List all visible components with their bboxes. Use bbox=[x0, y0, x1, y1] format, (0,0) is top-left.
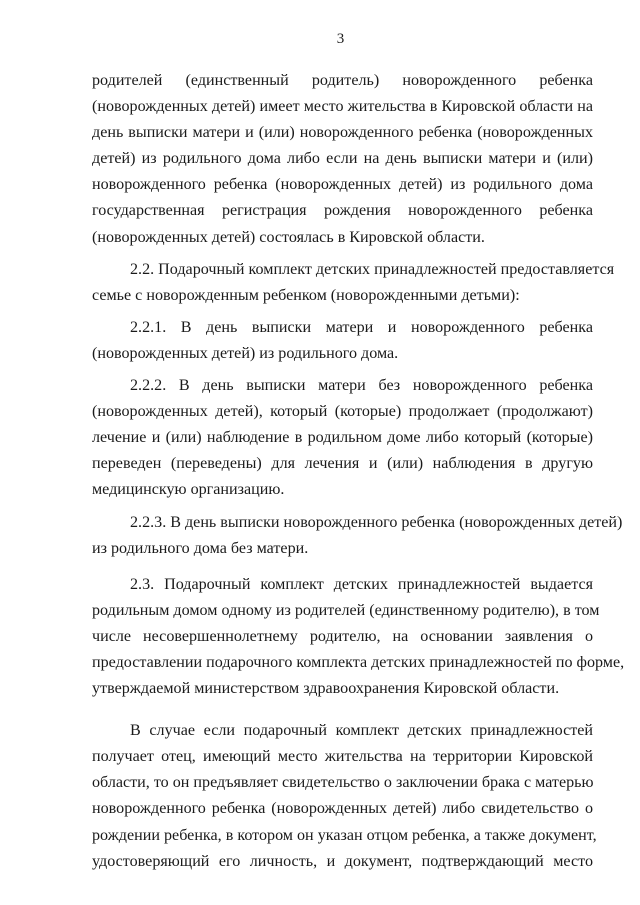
text-line: рождении ребенка, в котором он указан отцом ребенка, а также документ, bbox=[92, 826, 597, 844]
text-line: родителей (единственный родитель) новорожденного ребенка bbox=[92, 72, 593, 89]
text-line: новорожденного ребенка (новорожденных детей) из родильного дома bbox=[92, 176, 593, 194]
text-line: из родильного дома без матери. bbox=[92, 539, 309, 557]
text-line: (новорожденных детей) из родильного дома. bbox=[92, 344, 399, 362]
text-line: 2.2.3. В день выписки новорожденного ребенка (новорожденных детей) bbox=[130, 513, 623, 531]
text-line: числе несовершеннолетнему родителю, на основании заявления о bbox=[92, 627, 593, 645]
text-line: предоставлении подарочного комплекта детских принадлежностей по форме, bbox=[92, 653, 625, 671]
text-line: медицинскую организацию. bbox=[92, 481, 285, 499]
text-line: (новорожденных детей), который (которые) продолжает (продолжают) bbox=[92, 403, 593, 421]
text-line: области, то он предъявляет свидетельство о заключении брака с матерью bbox=[92, 774, 594, 792]
text-line: переведен (переведены) для лечения и (или) наблюдения в другую bbox=[92, 455, 593, 473]
text-line: семье с новорожденным ребенком (новорожденными детьми): bbox=[92, 286, 520, 304]
text-line: 2.3. Подарочный комплект детских принадлежностей выдается bbox=[130, 575, 593, 593]
text-line: день выписки матери и (или) новорожденного ребенка (новорожденных bbox=[92, 124, 593, 142]
text-line: удостоверяющий его личность, и документ, подтверждающий место bbox=[92, 852, 593, 870]
text-line: (новорожденных детей) состоялась в Кировской области. bbox=[92, 228, 485, 246]
text-line: лечение и (или) наблюдение в родильном доме либо который (которые) bbox=[92, 429, 593, 447]
document-body bbox=[92, 68, 625, 875]
text-line: получает отец, имеющий место жительства на территории Кировской bbox=[92, 748, 593, 766]
text-line: 2.2.1. В день выписки матери и новорожденного ребенка bbox=[130, 318, 593, 336]
text-line: 2.2.2. В день выписки матери без новорожденного ребенка bbox=[130, 377, 593, 395]
page-number: 3 bbox=[336, 31, 345, 47]
text-line: (новорожденных детей) имеет место жительства в Кировской области на bbox=[92, 98, 593, 116]
text-line: государственная регистрация рождения новорожденного ребенка bbox=[92, 202, 593, 220]
text-line: В случае если подарочный комплект детских принадлежностей bbox=[130, 722, 593, 740]
text-line: новорожденного ребенка (новорожденных детей) либо свидетельство о bbox=[92, 800, 593, 818]
text-line: утверждаемой министерством здравоохранения Кировской области. bbox=[92, 680, 560, 698]
text-line: 2.2. Подарочный комплект детских принадлежностей предоставляется bbox=[130, 260, 615, 278]
text-line: детей) из родильного дома либо если на день выписки матери и (или) bbox=[92, 150, 593, 168]
text-line: родильным домом одному из родителей (единственному родителю), в том bbox=[92, 601, 600, 619]
